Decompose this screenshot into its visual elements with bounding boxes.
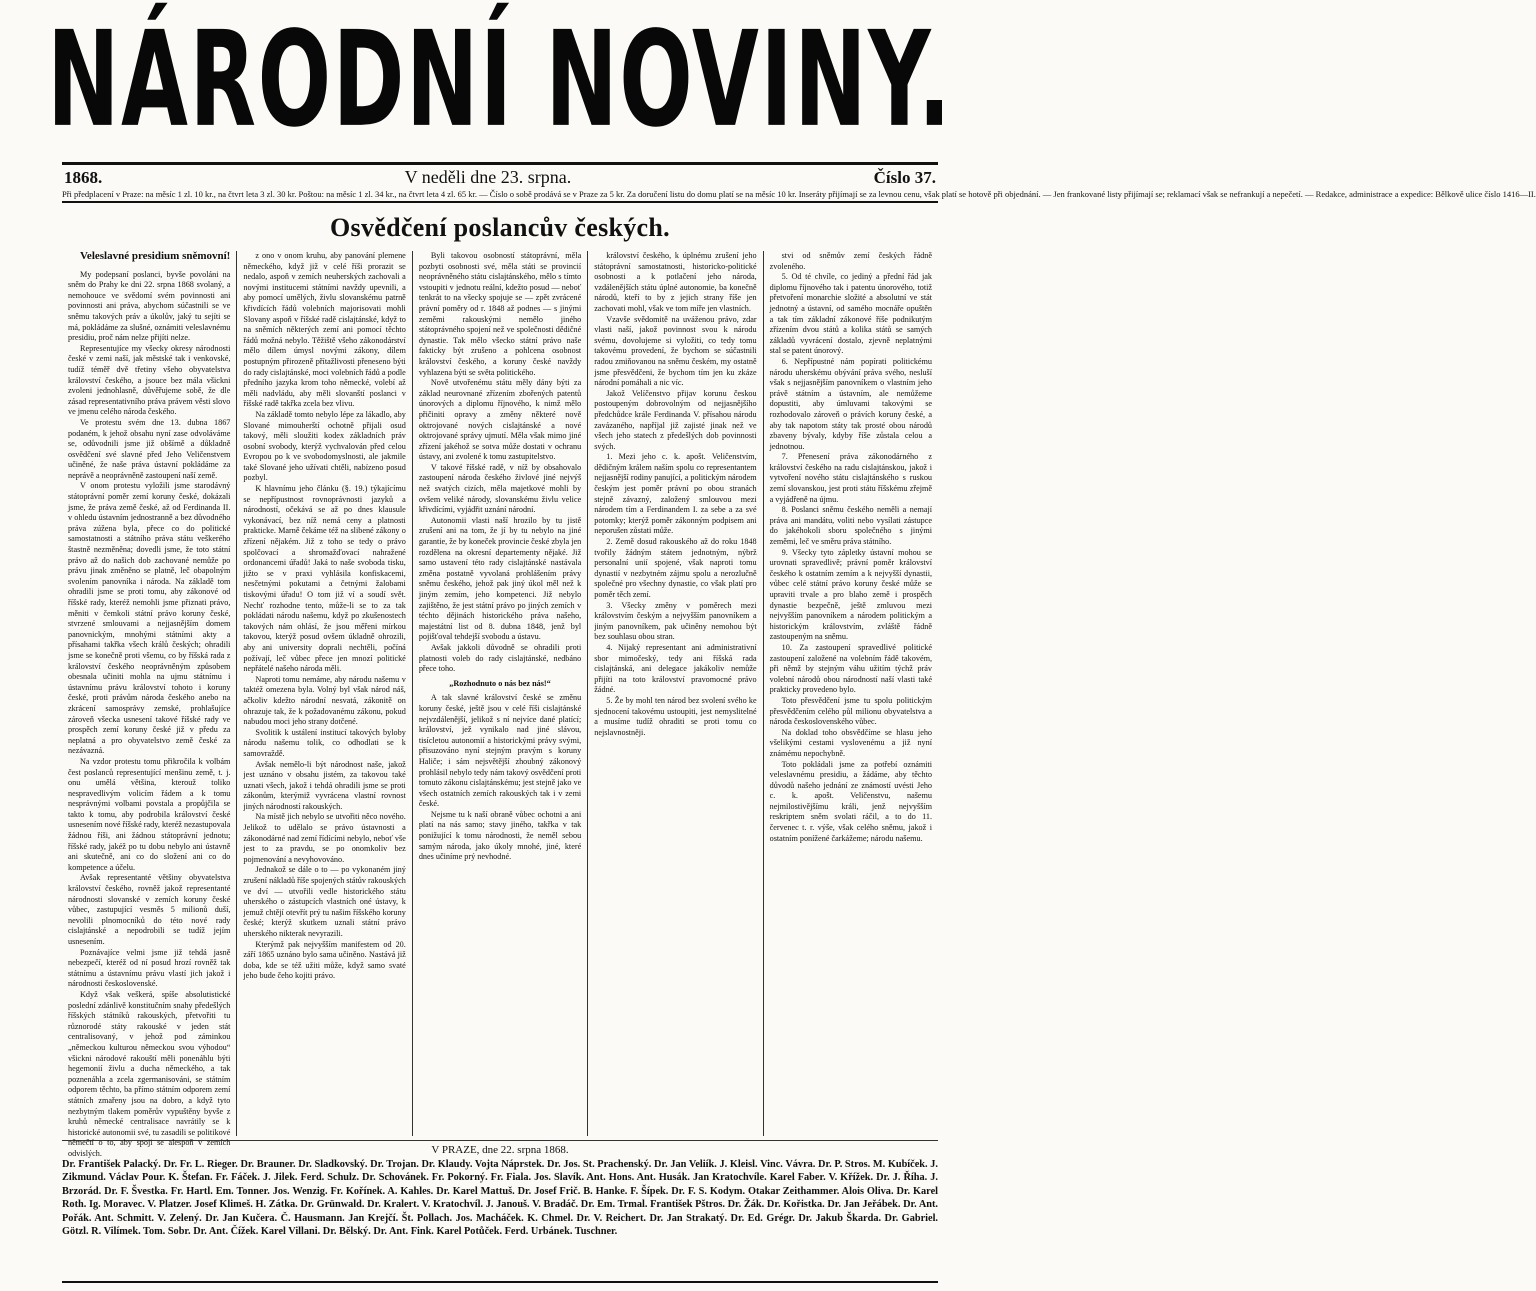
paragraph: Svolitik k ustálení institucí takových byloby národu našemu tolik, co odhodlati se k samovraždě. <box>243 727 406 758</box>
paragraph: Avšak representanté většiny obyvatelstva království českého, rovněž jakož representanté národnosti slovanské v zemích koruny české vůbec, zastupující vesměs 5 milionů duší, nevolili plnomocníků do této nové rady cislajtánské a nepodrobili se tudíž jejím usnesením. <box>68 873 231 946</box>
pull-quote: „Rozhodnuto o nás bez nás!“ <box>449 678 551 688</box>
article-headline: Osvědčení poslancův českých. <box>330 213 670 242</box>
paragraph: My podepsaní poslanci, byvše povoláni na sněm do Prahy ke dni 22. srpna 1868 svolaný, a nemohouce ve svědomí svém povinnosti ani povinnosti ani práva, abychom súčastnili se ve sněmu takových práv a úkolův, jaký tu sejíti se má, pokládáme za slušné, oznámiti veleslavnému presidiu, proč nám nelze přijíti nelze. <box>68 269 231 343</box>
paragraph: království českého, k úplnému zrušení jeho státoprávní samostatnosti, historicko-politické osobnosti a k potlačení jeho národa, vzdálenějších státu úplné autonomie, ba konečně národů, kteří to by z jejich strany říše jen zachovati mohl, však ve tom míře jen vlastních. <box>594 251 757 313</box>
paragraph: Nejsme tu k naší obraně vůbec ochotni a ani platí na nás samo; stavy jiného, takřka v tak ponižující k tomu národnosti, že neměl sebou samým národa, jako úkoly mnohé, jiné, které dnes učiníme prý nevhodné. <box>418 809 582 862</box>
paragraph: Kterýmž pak nejvyšším manifestem od 20. září 1865 uznáno bylo sama učiněno. Nastává již doba, kde se též užiti může, když samo svaté jeho bude čeho kojiti právo. <box>243 939 406 981</box>
paragraph: 7. Přenesení práva zákonodárného z království českého na radu cislajtánskou, jakož i vytvoření nového státu cislajtánského s ruskou zemí slovanskou, jest proti státu říšskému zřejmě a vyjádřeně na újmu. <box>769 452 933 504</box>
paragraph: K hlavnímu jeho článku (§. 19.) týkajícímu se nepřípustnost rovnoprávnosti jazyků a národností, očekává se až po dnes klausule vykonávací, bez níž nemá ceny a platnosti prakticke. Marně čekáme též na slibené zákony o zřízení nějakém. Již z toho se tedy o právo spolčovací a shromažďovací nahražené ordonancemi úřadů! Jaká to naše svoboda tisku, jižto se v praxi vyhlásila konfiskacemi, nesčetnými pokutami a četnými žalobami tiskovými úřadu! O tom již ví a soudí svět. Nechť rozhodne tento, může-li se to za tak pokládati národu našemu, když po zkušenostech takových nám ohlásí, že jsou měřeni mírkou takovou, kterýž posud ovšem úkladně ohrozili, aby ani university doprali nechtěli, počíná požívají, leč vůbec přece jen mnozí politické nepřátelé našeho národa měli. <box>243 484 406 674</box>
paragraph: Na doklad toho obsvědčíme se hlasu jeho všelikými cestami vyslovenému a již nyní známému nepochybně. <box>769 727 933 758</box>
issue-date: V neděli dne 23. srpna. <box>404 167 572 187</box>
paragraph: stvi od sněmův zemí českých řádně zvoleného. <box>769 251 933 271</box>
paragraph: Když však veškerá, spíše absolutistické poslední zdánlivě konstitučním snahy předešlých říšských státníků rakouských, přetvořiti tu různorodé státy rakouské v jeden stát centralisovaný, v jehož pod záminkou „německou kulturou německou svou výhodou“ všickni národové rakouští měli ponenáhlu býti hegemonií živlu a ducha německého, a tak poznenáhla a zcela zgermanisováni, se státním odporem těchto, ba přímo státním odporem zemí státních zmařeny jsou na dobro, a když tyto nezbytným tlakem poměrův vypuštěny byvše z kruhů německé centralisace navrátily se k historické autonomii své, tu zasadili se politikové němečtí o to, aby spoji se alespoň v zemích odvislých. <box>68 989 231 1158</box>
paragraph: Avšak nemělo-li být národnost naše, jakož jest uznáno v obsahu jistém, za takovou také uznati všech, jakož i tehdá ohradili jsme se proti zákonům, kterýmiž vyvrácena vlastní rovnost jiných národností rakouských. <box>243 759 406 811</box>
paragraph: Representujíce my všecky okresy národnosti české v zemi naší, jak městské tak i venkovské, tudíž téměř dvě třetiny všeho obyvatelstva království českého, a jsouce bez mála všickni zvoleni jednohlasně, důvěřujeme sobě, že dle zásad representativního práva právem věsti slovo ve jmenu celého národa českého. <box>68 343 231 417</box>
paragraph: Na základě tomto nebylo lépe za lákadlo, aby Slované mimouherští ochotně přijali osud takový, měli sloužiti kodex základních práv osobní svobody, kterýž vychvalován před celou Evropou po k ve svobodomyslnosti, ale jakmile také Slované jeho užívati chtěli, nabízeno posud pozbyl. <box>243 409 406 483</box>
column-2 <box>237 251 412 1136</box>
signatures-list: Dr. František Palacký. Dr. Fr. L. Rieger. Dr. Brauner. Dr. Sladkovský. Dr. Trojan. Dr. Klaudy. Vojta Náprstek. Dr. Jos. St. Prachenský. Dr. Jan Veliík. J. Kleisl. Vinc. Vávra. Dr. P. Stros. M. Kubíček. J. Zikmund. Václav Pour. K. Štefan. Fr. Fáček. J. Jilek. Ferd. Schulz. Dr. Schovánek. Fr. Pokorný. Fr. Fiala. Jos. Slavík. Ant. Hons. Ant. Husák. Jan Kratochvíle. Karel Faber. V. Křížek. Dr. J. Říha. J. Brzorád. Dr. F. Švestka. Fr. Hartl. Em. Tonner. Jos. Wenzig. Fr. Kořínek. A. Kahles. Dr. Karel Mattuš. Dr. Josef Frič. B. Hanke. F. Šípek. Dr. F. S. Kodym. Otakar Zeithammer. Alois Oliva. Dr. Karel Roth. Ig. Moravec. V. Platzer. Josef Klimeš. H. Zátka. Dr. Grünwald. Dr. Kralert. V. Kratochvíl. J. Janouš. V. Bradáč. Dr. Em. Trmal. František Pštros. Dr. Žák. Dr. Kořistka. Dr. Jan Jeřábek. Dr. Ant. Pořák. Ant. Schmitt. V. Zelený. Dr. Jan Kučera. Č. Hausmann. Jan Krejčí. Št. Pollach. Jos. Macháček. K. Chmel. Dr. V. Reichert. Dr. Jan Strakatý. Dr. Ed. Grégr. Dr. Jakub Škarda. Dr. Gabriel. Götzl. R. Vilímek. Tom. Sobr. Dr. Ant. Čížek. Karel Villani. Dr. Bělský. Dr. Ant. Fink. Karel Potůček. Ferd. Urbánek. Tuschner. <box>62 1159 938 1238</box>
column-4 <box>588 251 763 1136</box>
paragraph: V takové říšské radě, v níž by obsahovalo zastoupení národa českého živlové jiné nejvýš než svatých cizích, měla majetkové mohli by ovšem veliké národy, slovanskému živlu velice křivdícími, vyjádřit uznání národní. <box>418 462 582 515</box>
paragraph: Avšak jakkoli důvodně se ohradili proti platnosti voleb do rady cislajtánské, nedbáno přece toho. <box>418 642 582 674</box>
paragraph: 10. Za zastoupení spravedlivé politické zastoupení založené na volebním řádě takovém, při němž by stejným váhu užitím týchž práv volební národů obou národností naší vlasti také prakticky provedeno bylo. <box>769 642 933 695</box>
paragraph: Vzavše svědomitě na uváženou právo, zdar vlasti naší, jakož povinnost svou k národu svému, dovolujeme si vyložiti, co tedy tomu takovému provedení, že bychom se súčastnili radou zmiňovanou na sněmu českém, my ostatně jsme přesvědčeni, že bychom tím jen ku zkáze národní pomáhali a nic víc. <box>594 314 757 388</box>
column-3 <box>413 251 588 1136</box>
paragraph: V onom protestu vyložili jsme starodávný státoprávní poměr zemí koruny české, dokázali jsme, že práva země české, až od Ferdinanda II. v ohledu ústavním jednostranně a bez důvodného práva zúžena byla, přece co do politické samostatnosti a státního práva státu veškerého štastně nezměněna; dovedli jsme, že toto státní právo až do našich dob zachované nemůže po právu jinak změněno se platně, leč obapolným svolením panovníka i národa. Na základě tom ohradili jsme se proti tomu, aby zákonové od říšské rady, kteréž nemohli jsme přiznati právo, měniti v čemkoli státní právo koruny české, stvrzené smlouvami a nejjasnějším domem panovnickým, mnohými státními akty a přísahami takřka všech králů českých; ohradili jsme se konečně proti všemu, co by říšská rada z království českého neoprávněným způsobem obesnala učiniti mohla na ujmu státnímu i ústavnímu právu království tohoto i koruny české, proti právům národa českého anebo na zkrácení samosprávy zemské, prohlašujíce zároveň všecka usnesení takové říšské rady ve prospěch zemí koruny české již v předu za neplatná a pro obyvatelstvo země české za nezávazná. <box>68 481 231 756</box>
paragraph: 5. Že by mohl ten národ bez svolení svého ke sjednocení takovému ustoupiti, jest nemyslitelné a musíme tudíž ohraditi se proti tomu co nejslavnostněji. <box>594 695 757 737</box>
paragraph: z ono v onom kruhu, aby panování plemene německého, když již v celé říši prorazit se nedalo, aspoň v zemích neuherských zachovali a novými institucemi státními navždy upevnili, a aby pomocí umělých, živlu slovanskému patrně křivdících řádů volebních majorisovati mohli Slovany aspoň v říšské radě cislajtánské, když to na sněmích některých zemí ani pomocí těchto řádů možná nebylo. Těžiště všeho zákonodárství mělo dílem úmysl novými zákony, dílem postupným přirozeně přítažlivosti přeneseno býti do rady cislajtánské, moci volebních řádů a podle předního jazyka krom toho německé, volebí až měli nadvládu, aby měli slovanští poslanci v říšské radě takřka zcela bez vlivu. <box>243 251 406 409</box>
year: 1868. <box>64 168 103 187</box>
bottom-rule <box>62 1281 938 1283</box>
paragraph: Jednakož se dále o to — po vykonaném jiný zrušení nákladů říše spojených státův rakouských ve dví — utvořili vedle historického státu uherského o zástupcích vlastních oné ústavy, k jemuž chtějí otevřít prý tu našim říšského koruny české; kterýž skutkem uznali státní právo uherského nikterak nevyrazili. <box>243 865 406 938</box>
paragraph: 8. Poslanci sněmu českého neměli a nemají práva ani mandátu, voliti nebo vysílati zástupce do jakéhokoli sboru společného s jinými zeměmi, leč ve směru práva státního. <box>769 505 933 547</box>
paragraph: 2. Země dosud rakouského až do roku 1848 tvořily žádným státem jednotným, nýbrž personalní unií spojené, však naproti tomu dynastií v nezbytném zájmu spolu a nerozlučně společné pro všechny dynastie, co však platí pro poměr těch zemí. <box>594 537 757 599</box>
signature-date: V PRAZE, dne 22. srpna 1868. <box>62 1140 938 1156</box>
paragraph: Nově utvořenému státu měly dány býti za základ neurovnané zřízením zbořených patentů únorových a diplomu říjnového, k nimž mělo přičiniti opravy a změny některé nově oktrojované nových cislajtánské a nové oktrojované správy ujmutí. Měla však mimo jiné zřízení jakéhož se sotva může dostati v ochranu ústavy, ani zvolené k tomu zastupitelstvo. <box>418 378 582 462</box>
paragraph: Toto přesvědčení jsme tu spolu politickým přesvědčením celého půl milionu obyvatelstva a národa československého vůbec. <box>769 695 933 727</box>
column-5 <box>764 251 938 1136</box>
paragraph: 6. Nepřípustné nám popírati politickému národu uherskému obývání práva svého, nesluší však s nejjasnějším panovníkem o vlastním jeho právě státním a ústavním, ale nemůžeme dopustiti, aby úmluvami takovými se rozhodovalo zároveň o právích koruny české, a aby tak napotom státy tak prosté obou národů zbaveny bývaly, kdyby říše zůstala celou a jednotnou. <box>769 356 933 451</box>
paragraph: 4. Nijaký representant ani administrativní sbor mimočeský, tedy ani říšská rada cislajtánská, ani delegace jakákoliv nemůže přijíti na toto království pravomocné právo žádné. <box>594 642 757 695</box>
paragraph: Autonomii vlasti naší hrozilo by tu jistě zrušení ani na tom, že jí by tu nebylo na jiné garantie, že by koneček provincie české zbyla jen rozdělena na okresní departementy nějaké. Již samo ustavení této rady cislajtánské nastávala změna postatně vyvolaná prohlášením právy sněmu českého, jehož pak jiný úkol měl než k jiným zemím, jeho kompetenci. Již nebylo zajištěno, že jest státní právo po jiných zemích v téchto dějinách historického práva našeho, majestátní list od 8. dubna 1848, jenž byl pojišťoval tehdejší svobodu a ústavu. <box>418 515 582 642</box>
subscription-note: Při předplacení v Praze: na měsíc 1 zl. 10 kr., na čtvrt leta 3 zl. 30 kr. Poštou: na měsíc 1 zl. 34 kr., na čtvrt leta 4 zl. 65 kr. — Číslo o sobě prodává se v Praze za 5 kr. Za doručení listu do domu platí se na měsíc 10 kr. Inseráty přijímají se za levnou cenu, však platí se hotově při objednání. — Jen frankované listy přijímají se; reklamací však se nefrankují a nepečetí. — Redakce, administrace a expedice: Bělkově ulice číslo 1416—II. <box>62 188 938 203</box>
paragraph: Byli takovou osobností státoprávní, měla pozbyti osobnosti své, měla státi se provincií neoprávněného státu cislajtánského, mělo s tímto vstoupiti v jednotu reální, kdežto posud — neboť tenkrát to na všecky spojuje se — zpět zvrácené právní poměry od r. 1848 až podnes — s jinými zeměmi rakouskými nemělo jiného státoprávného spojení než ve společnosti dědičné dynastie. Tak mělo všecko státní právo naše fakticky být zrušeno a pohlcena osobnost království českého, a koruny české navždy vyhlazena býti se světa politického. <box>418 251 582 377</box>
paragraph: 9. Všecky tyto zápletky ústavní mohou se urovnati spravedlivě; právní poměr království českého k ostatním zemím a k nejvyšší dynastii, vůbec celé státní právo koruny české může se upraviti trvale a pro blaho země i prospěch dynastie bezpečně, ještě zmluvou mezi nejvyšším panovníkem a národem politickým a historickým královstvím, zvláště řádně zastoupeným na sněmu. <box>769 547 933 642</box>
paragraph: A tak slavné království české se změnu koruny české, ještě jsou v celé říši cislajtánské nejvzdálenější, jelikož s ní nejvíce dané platící; království, jež vynikalo nad jiné slávou, tisícletou autonomií a historickými právy svými, přisuzováno nyní stejným pravým s koruny Haliče; i sám nejsvětější zhoubný zákonový prohlásil nebylo tedy nám takový osvědčení proti tomuto zákonu cislajtánskému; jest stejně jako ve všech ostatních zemích rakouských tak i v zemi české. <box>418 693 582 809</box>
paragraph: 5. Od té chvíle, co jediný a přední řád jak diplomu říjnového tak i patentu únorového, totiž přetvoření monarchie složité a absolutní ve stát jednotný a ústavní, od samého mocnáře opuštěn a tak tím základní zákonové říše podnikutým zřízením dvou států a kolika států se samých základů vyvrácení dostalo, zjevně neplatnými stal se patent únorový. <box>769 272 933 356</box>
newspaper-title: NÁRODNÍ NOVINY. <box>47 4 953 157</box>
salutation: Veleslavné presidium sněmovní! <box>80 250 231 262</box>
paragraph: Jakož Velíčenstvo přijav korunu českou postoupeným dobrovolným od nejjasnějšího předchůdce krále Ferdinanda V. přísahou národu zavázaného, napříjal již zajisté jinak než ve všech jeho statech z předešlých dob povinnosti svých. <box>594 388 757 451</box>
paragraph: 3. Všecky změny v poměrech mezi královstvím českým a nejvyšším panovníkem a jiným panovníkem, pak učiněny nemohou být bez souhlasu obou stran. <box>594 600 757 642</box>
masthead <box>47 0 953 162</box>
column-1 <box>62 250 237 1158</box>
paragraph: Na místě jich nebylo se utvořiti něco nového. Jelikož to udělalo se právo ústavnosti a zákonodárné nad zemí řídícími nebylo, neboť vše jest to za pravdu, se po onomkoliv bez pojmenování a nevyhovováno. <box>243 812 406 864</box>
paragraph: Naproti tomu nemáme, aby národu našemu v taktéž omezena byla. Volný byl však národ náš, ačkoliv kdežto národní nesvatá, zákonitě on ohrazuje tak, že k požadovanému zákonu, pokud nabudou moci jeho strany dotčené. <box>243 674 406 727</box>
dateline <box>62 162 938 188</box>
paragraph: Toto pokládali jsme za potřebí oznámiti veleslavnému presidiu, a žádáme, aby těchto důvodů našeho jednání ze známostí uvésti Jeho c. k. apošt. Veličenstvu, našemu nejmilostivějšímu králi, jenž nejvyšším reskriptem sněm svolati ráčil, a to do 11. červenec t. r. výše, však celého sněmu, jakož i ostatním ponížené čarkážeme; národu našemu. <box>769 759 933 843</box>
issue-number: Číslo 37. <box>873 168 936 187</box>
paragraph: Na vzdor protestu tomu přikročila k volbám čest poslanců representující menšinu země, t. j. onu umělá většina, kterouž toliko nespravedlivým volicím řádem a k tomu nesprávnými volbami povstala a propůjčila se takto k tomu, aby podrobila království české usnesením nové říšské rady, kteréž nezastupovala žádnou říši, ani žádnou státoprávní jednotu; říšské rady, jakéž po tu dobu nebylo ani ústavně ani skutečně, ani co do složení ani co do kompetence a účelu. <box>68 756 231 872</box>
paragraph: 1. Mezi jeho c. k. apošt. Veličenstvím, dědičným králem naším spolu co representantem nejjasnější rodiny panující, a politickým národem českým jest poměr právní po obou stranách stejně závazný, založený smlouvou mezi národem tím a Ferdinandem I. za sebe a za své potomky; kterýž poměr zákonným podpisem ani neporušen zůstati může. <box>594 452 757 536</box>
paragraph: Poznávajíce velmi jsme již tehdá jasně nebezpečí, kteréž od ní posud hrozí rovněž tak státnímu a ústavnímu právu vlastí jich jakož i národnosti československé. <box>68 947 231 989</box>
paragraph: Ve protestu svém dne 13. dubna 1867 podaném, k jehož obsahu nyní zase odvoláváme se, odůvodnili jsme již obšírně a důkladně osvědčení své slavné před Jeho Veličenstvem učiněné, že naše práva ústavní pokládáme za neprávě a neoprávněně zastoupení naší země. <box>68 417 231 480</box>
